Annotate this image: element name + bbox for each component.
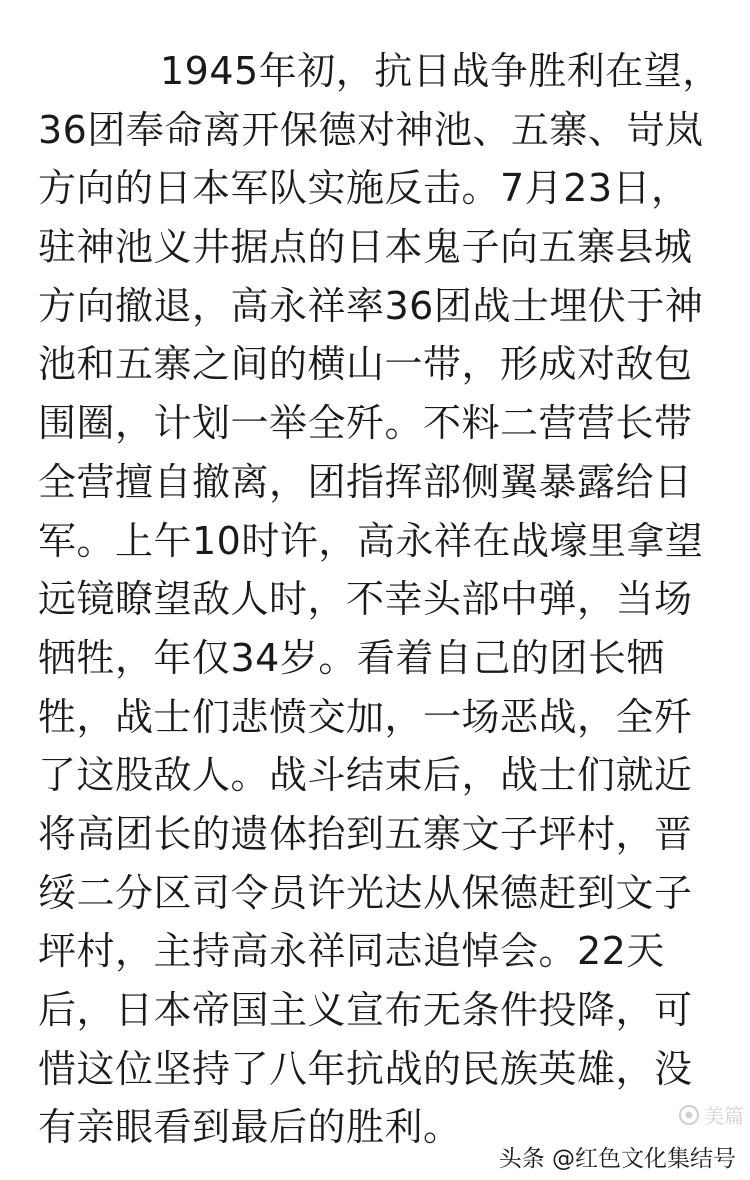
article-line: 远镜瞭望敌人时，不幸头部中弹，当场 — [38, 577, 693, 622]
article-line: 牺牲，年仅34岁。看着自己的团长牺 — [38, 635, 665, 680]
article-line: 了这股敌人。战斗结束后，战士们就近 — [38, 753, 693, 798]
article-line: 池和五寨之间的横山一带，形成对敌包 — [38, 342, 693, 387]
article-line: 有亲眼看到最后的胜利。 — [38, 1105, 462, 1150]
meipian-logo-icon — [678, 1104, 700, 1126]
article-line: 驻神池义井据点的日本鬼子向五寨县城 — [38, 225, 693, 270]
article-line: 惜这位坚持了八年抗战的民族英雄，没 — [38, 1046, 693, 1091]
watermark-text: 美篇 — [704, 1104, 744, 1128]
article-line: 坪村，主持高永祥同志追悼会。22天 — [38, 929, 665, 974]
article-line: 方向撤退，高永祥率36团战士埋伏于神 — [38, 283, 704, 328]
article-line: 牲，战士们悲愤交加，一场恶战，全歼 — [38, 694, 693, 739]
article-line: 后，日本帝国主义宣布无条件投降，可 — [38, 988, 693, 1032]
article-line: 绥二分区司令员许光达从保德赶到文子 — [38, 870, 693, 915]
source-attribution: 头条 @红色文化集结号 — [498, 1146, 736, 1172]
article-line: 围圈，计划一举全歼。不料二营营长带 — [38, 401, 693, 446]
article-body — [38, 42, 721, 1157]
article-line: 36团奉命离开保德对神池、五寨、岢岚 — [38, 107, 704, 152]
article-line: 军。上午10时许，高永祥在战壕里拿望 — [38, 518, 704, 563]
article-line: 1945年初，抗日战争胜利在望， — [160, 49, 721, 93]
article-line: 方向的日本军队实施反击。7月23日， — [38, 166, 690, 211]
article-line: 全营擅自撤离，团指挥部侧翼暴露给日 — [38, 459, 693, 504]
article-line: 将高团长的遗体抬到五寨文子坪村，晋 — [38, 811, 693, 856]
watermark-logo — [678, 1100, 744, 1129]
